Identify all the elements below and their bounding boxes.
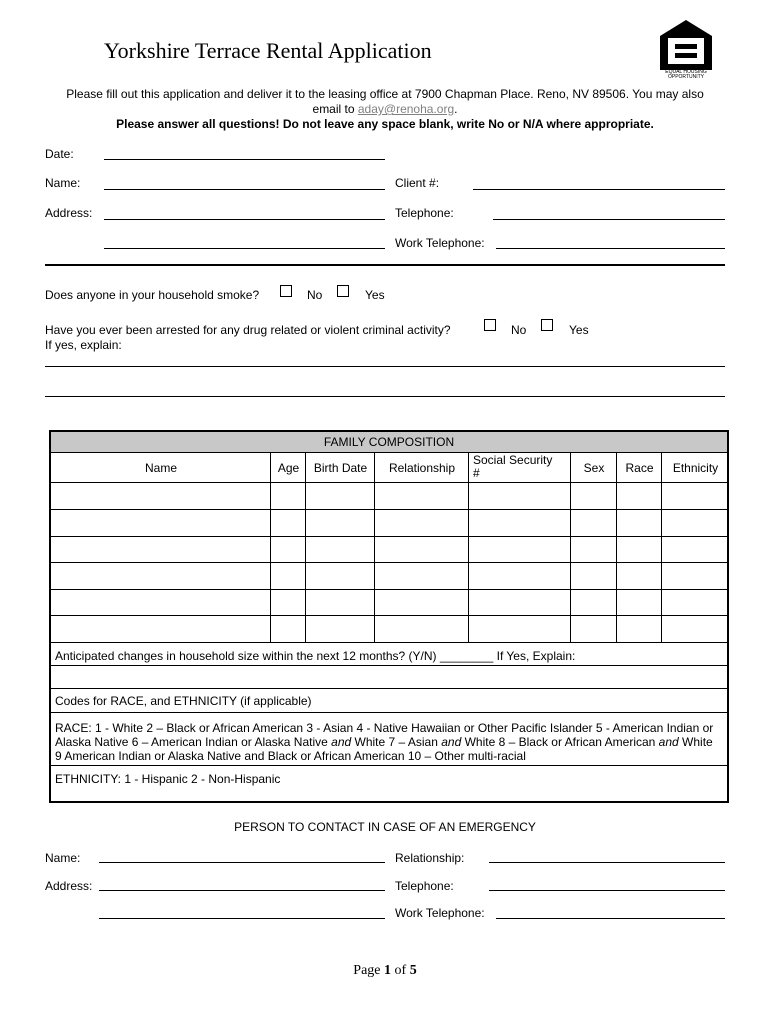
race-codes-part: White 8 – Black or African American — [461, 735, 659, 749]
col-divider — [270, 452, 271, 642]
page-title: Yorkshire Terrace Rental Application — [104, 38, 432, 63]
section-divider — [45, 264, 725, 266]
table-row[interactable] — [51, 615, 727, 616]
explain-field-1[interactable] — [45, 366, 725, 367]
emergency-relationship-field[interactable] — [489, 862, 725, 863]
emergency-work-telephone-field[interactable] — [496, 918, 725, 919]
arrest-no-checkbox[interactable] — [484, 319, 496, 331]
smoke-no-label: No — [307, 288, 323, 302]
name-label: Name: — [45, 176, 81, 190]
race-codes-part: White 7 – Asian — [351, 735, 442, 749]
emergency-relationship-label: Relationship: — [395, 851, 465, 865]
page-word: Page — [353, 963, 385, 978]
emergency-name-label: Name: — [45, 851, 81, 865]
family-heading: FAMILY COMPOSITION — [51, 432, 727, 453]
address-field-2[interactable] — [104, 248, 385, 249]
email-prefix: email to — [312, 102, 358, 116]
col-header-name: Name — [144, 461, 177, 475]
date-field[interactable] — [104, 159, 385, 160]
ethnicity-codes: ETHNICITY: 1 - Hispanic 2 - Non-Hispanic — [55, 772, 281, 786]
emergency-work-telephone-label: Work Telephone: — [395, 906, 485, 920]
emergency-name-field[interactable] — [99, 862, 385, 863]
page-number — [0, 963, 770, 979]
row-divider — [51, 665, 727, 666]
page-total: 5 — [409, 963, 417, 978]
col-divider — [661, 452, 662, 642]
arrest-no-label: No — [511, 323, 527, 337]
anticipated-changes-text: Anticipated changes in household size within the next 12 months? (Y/N) ________ If Yes, Explain: — [55, 649, 576, 663]
table-row[interactable] — [51, 509, 727, 510]
emergency-address-label: Address: — [45, 879, 93, 893]
col-header-ethnicity: Ethnicity — [672, 461, 719, 475]
client-field[interactable] — [473, 189, 725, 190]
emergency-heading: PERSON TO CONTACT IN CASE OF AN EMERGENCY — [234, 820, 536, 834]
explain-field-2[interactable] — [45, 396, 725, 397]
page-current: 1 — [384, 963, 392, 978]
col-header-relationship: Relationship — [388, 461, 456, 475]
col-divider — [374, 452, 375, 642]
row-divider — [51, 482, 727, 483]
smoke-yes-label: Yes — [365, 288, 385, 302]
smoke-question: Does anyone in your household smoke? — [45, 288, 260, 302]
email-link[interactable]: aday@renoha.org — [357, 102, 455, 116]
race-codes — [55, 721, 721, 763]
col-divider — [616, 452, 617, 642]
work-telephone-label: Work Telephone: — [395, 236, 485, 250]
logo-text: EQUAL HOUSING OPPORTUNITY — [665, 69, 707, 80]
emergency-telephone-label: Telephone: — [395, 879, 454, 893]
arrest-yes-checkbox[interactable] — [541, 319, 553, 331]
telephone-label: Telephone: — [395, 206, 454, 220]
name-field[interactable] — [104, 189, 385, 190]
family-composition-table — [49, 430, 729, 803]
client-label: Client #: — [395, 176, 440, 190]
codes-heading: Codes for RACE, and ETHNICITY (if applicable) — [55, 694, 312, 708]
arrest-yes-label: Yes — [569, 323, 589, 337]
race-and: and — [331, 735, 352, 749]
table-row[interactable] — [51, 589, 727, 590]
telephone-field[interactable] — [493, 219, 725, 220]
emergency-telephone-field[interactable] — [489, 890, 725, 891]
smoke-yes-checkbox[interactable] — [337, 285, 349, 297]
table-row[interactable] — [51, 642, 727, 643]
email-suffix: . — [454, 102, 458, 116]
anticipated-explain-row[interactable] — [51, 688, 727, 689]
work-telephone-field[interactable] — [496, 248, 725, 249]
address-field-1[interactable] — [104, 219, 385, 220]
row-divider — [51, 712, 727, 713]
row-divider — [51, 765, 727, 766]
instruction-text: Please answer all questions! Do not leave any space blank, write No or N/A where appropriate. — [116, 117, 654, 131]
col-header-ssn: Social Security # — [473, 453, 553, 480]
table-row[interactable] — [51, 562, 727, 563]
explain-label: If yes, explain: — [45, 338, 122, 352]
race-and: and — [658, 735, 679, 749]
race-codes-part: White 9 American Indian or Alaska Native and Black or African American 10 – Other multi-racial — [55, 735, 713, 763]
date-label: Date: — [45, 147, 74, 161]
table-row[interactable] — [51, 536, 727, 537]
col-divider — [468, 452, 469, 642]
equal-housing-logo — [658, 18, 714, 80]
col-header-sex: Sex — [583, 461, 605, 475]
emergency-address-field-2[interactable] — [99, 918, 385, 919]
race-and: and — [441, 735, 462, 749]
intro-text — [40, 87, 730, 132]
of-word: of — [391, 963, 410, 978]
col-divider — [305, 452, 306, 642]
col-header-age: Age — [277, 461, 300, 475]
smoke-no-checkbox[interactable] — [280, 285, 292, 297]
col-header-race: Race — [625, 461, 654, 475]
emergency-address-field-1[interactable] — [99, 890, 385, 891]
arrest-question: Have you ever been arrested for any drug related or violent criminal activity? — [45, 323, 451, 337]
intro-line: Please fill out this application and deliver it to the leasing office at 7900 Chapman Place. Reno, NV 89506. You may also — [66, 87, 704, 101]
address-label: Address: — [45, 206, 93, 220]
intro-email-line — [40, 102, 730, 117]
col-divider — [570, 452, 571, 642]
race-codes-part: RACE: 1 - White 2 – Black or African American 3 - Asian 4 - Native Hawaiian or Other Pacific Islander 5 - American Indian or Alaska Native 6 – American Indian or Alaska Native — [55, 721, 714, 749]
col-header-birth-date: Birth Date — [313, 461, 368, 475]
